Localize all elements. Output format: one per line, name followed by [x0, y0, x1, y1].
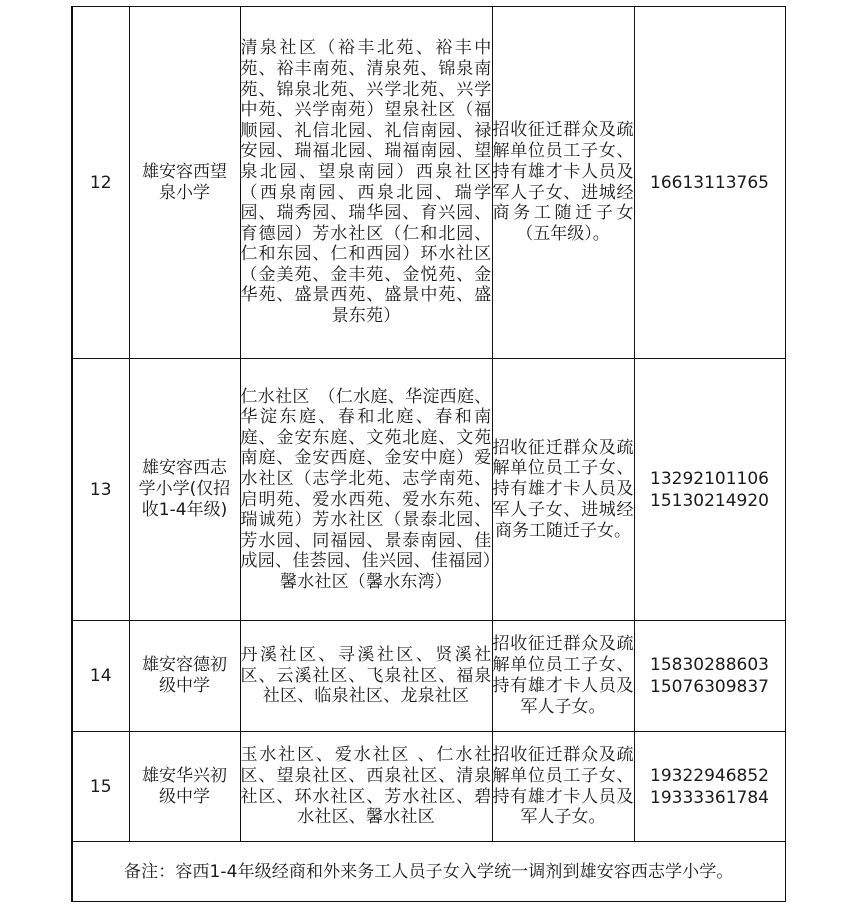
enrollment-policy-cell	[492, 621, 634, 732]
contact-phone: 15130214920	[650, 490, 769, 511]
table-row	[72, 359, 785, 621]
contact-phone: 19333361784	[650, 787, 769, 808]
service-area: 仁水社区 （仁水庭、华淀西庭、华淀东庭、春和北庭、春和南庭、金安东庭、文苑北庭、文苑南庭、金安西庭、金安中庭）爱水社区（志学北苑、志学南苑、启明苑、爱水西苑、爱水东苑、瑞诚苑）芳水社区（景泰北园、芳水园、同福园、景泰南园、佳成园、佳荟园、佳兴园、佳福园）馨水社区（馨水东湾）	[240, 386, 492, 592]
row-number: 14	[72, 621, 129, 732]
service-area-cell	[240, 621, 492, 732]
service-area: 丹溪社区、寻溪社区、贤溪社区、云溪社区、飞泉社区、福泉社区、临泉社区、龙泉社区	[240, 645, 492, 707]
service-area-cell	[240, 732, 492, 842]
enrollment-policy-cell	[492, 7, 634, 359]
contact-phone-cell	[634, 621, 785, 732]
school-name: 雄安容德初级中学	[142, 655, 227, 696]
school-name: 雄安华兴初级中学	[142, 765, 227, 807]
contact-phone: 15076309837	[650, 677, 769, 697]
table-row	[72, 621, 785, 732]
row-number: 15	[72, 732, 129, 842]
enrollment-policy: 招收征迁群众及疏解单位员工子女、持有雄才卡人员及军人子女、进城经商务工随迁子女（五年级）。	[492, 120, 634, 245]
enrollment-policy-cell	[492, 732, 634, 842]
service-area: 玉水社区、爱水社区 、仁水社区、望泉社区、西泉社区、清泉社区、环水社区、芳水社区、碧水社区、馨水社区	[240, 745, 492, 828]
contact-phone: 13292101106	[650, 468, 769, 489]
contact-phone-cell	[634, 732, 785, 842]
service-area: 清泉社区（裕丰北苑、裕丰中苑、裕丰南苑、清泉苑、锦泉南苑、锦泉北苑、兴学北苑、兴学中苑、兴学南苑）望泉社区（福顺园、礼信北园、礼信南园、禄安园、瑞福北园、瑞福南园、望泉北园、望泉南园）西泉社区（西泉南园、西泉北园、瑞学园、瑞秀园、瑞华园、育兴园、育德园）芳水社区（仁和北园、仁和东园、仁和西园）环水社区（金美苑、金丰苑、金悦苑、金华苑、盛景西苑、盛景中苑、盛景东苑）	[240, 38, 492, 327]
school-name-cell	[129, 621, 240, 732]
school-name-cell	[129, 7, 240, 359]
enrollment-policy-cell	[492, 359, 634, 621]
school-name: 雄安容西志学小学(仅招收1-4年级)	[138, 458, 231, 520]
table-note: 备注：容西1-4年级经商和外来务工人员子女入学统一调剂到雄安容西志学小学。	[72, 842, 785, 902]
table-row	[72, 732, 785, 842]
school-name-cell	[129, 732, 240, 842]
table-note-row	[72, 842, 785, 902]
contact-phone: 16613113765	[650, 172, 769, 193]
contact-phone: 19322946852	[650, 765, 769, 786]
enrollment-policy: 招收征迁群众及疏解单位员工子女、持有雄才卡人员及军人子女。	[492, 744, 634, 828]
contact-phone: 15830288603	[650, 655, 769, 675]
contact-phone-cell	[634, 359, 785, 621]
row-number: 13	[72, 359, 129, 621]
school-name-cell	[129, 359, 240, 621]
enrollment-policy: 招收征迁群众及疏解单位员工子女、持有雄才卡人员及军人子女。	[492, 634, 634, 717]
enrollment-policy: 招收征迁群众及疏解单位员工子女、持有雄才卡人员及军人子女、进城经商务工随迁子女。	[492, 437, 634, 541]
school-enrollment-table	[71, 6, 786, 902]
school-name: 雄安容西望泉小学	[142, 161, 227, 203]
contact-phone-cell	[634, 7, 785, 359]
service-area-cell	[240, 359, 492, 621]
table-row	[72, 7, 785, 359]
service-area-cell	[240, 7, 492, 359]
row-number: 12	[72, 7, 129, 359]
